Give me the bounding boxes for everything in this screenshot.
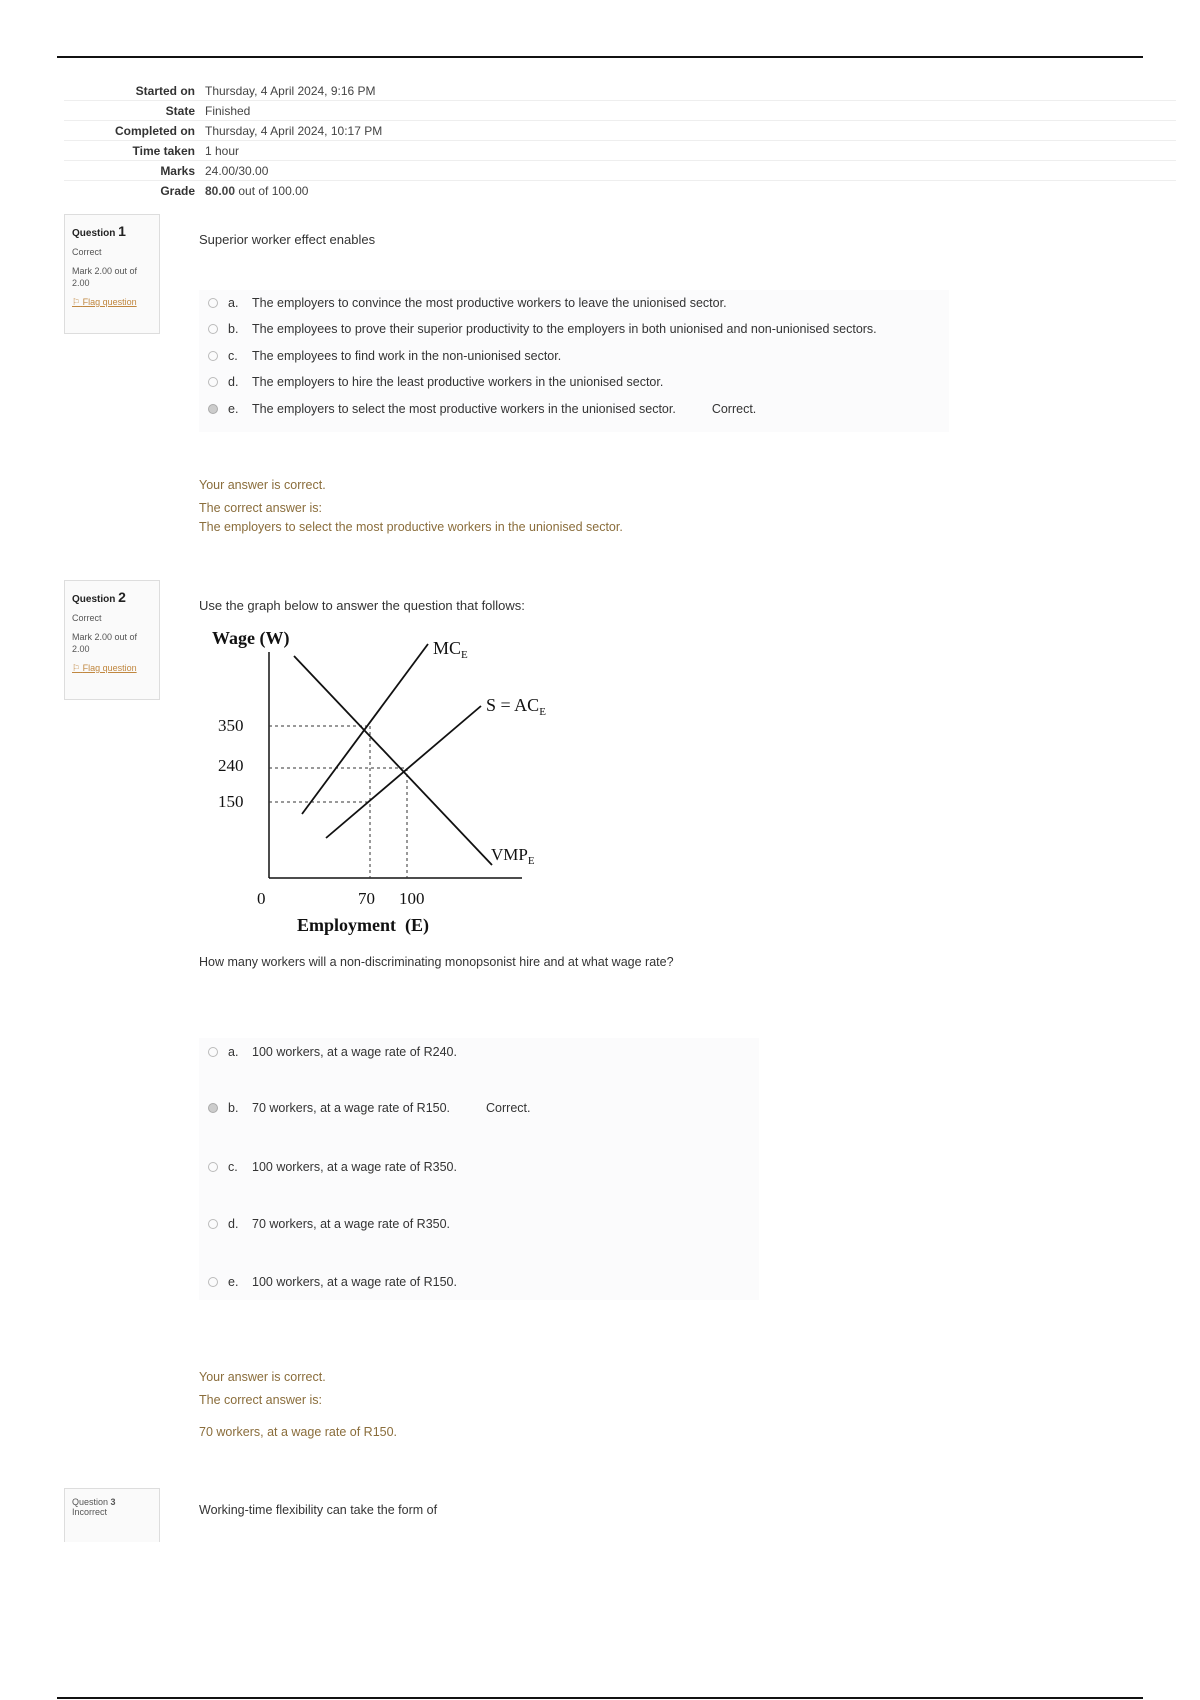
question-word: Question [72, 594, 116, 605]
option-text: 100 workers, at a wage rate of R240. [252, 1045, 457, 1059]
option-text: The employees to find work in the non-unionised sector. [252, 349, 562, 363]
question-mark: Mark 2.00 out of 2.00 [72, 266, 138, 288]
radio-button[interactable] [208, 1047, 218, 1057]
question-2-prompt: How many workers will a non-discriminating monopsonist hire and at what wage rate? [199, 955, 674, 969]
radio-button[interactable] [208, 1219, 218, 1229]
option-letter: a. [228, 1045, 239, 1059]
answer-option[interactable] [208, 1101, 530, 1115]
radio-button[interactable] [208, 377, 218, 387]
summary-row [64, 121, 1176, 141]
option-feedback: Correct. [486, 1101, 531, 1115]
option-text: The employers to hire the least productive workers in the unionised sector. [252, 375, 664, 389]
option-text: The employees to prove their superior productivity to the employers in both unionised and non-unionised sectors. [252, 322, 877, 336]
question-1-feedback [199, 474, 623, 539]
radio-button[interactable] [208, 298, 218, 308]
question-status: Correct [72, 247, 102, 257]
option-letter: b. [228, 322, 239, 336]
option-letter: d. [228, 1217, 239, 1231]
summary-value: Thursday, 4 April 2024, 9:16 PM [205, 83, 376, 98]
y-tick-350: 350 [218, 716, 244, 735]
x-tick-70: 70 [358, 889, 375, 908]
summary-value [205, 184, 308, 198]
flag-icon: ⚐ [72, 297, 81, 307]
radio-button-selected[interactable] [208, 404, 218, 414]
summary-value: 24.00/30.00 [205, 163, 269, 178]
option-letter: e. [228, 1275, 239, 1289]
question-1-options [199, 290, 949, 432]
question-status: Incorrect [72, 1507, 108, 1517]
question-number [72, 223, 152, 239]
question-2-feedback [199, 1366, 397, 1444]
answer-option[interactable] [208, 1045, 457, 1059]
x-tick-100: 100 [399, 889, 425, 908]
radio-button-selected[interactable] [208, 1103, 218, 1113]
option-text: 100 workers, at a wage rate of R350. [252, 1160, 457, 1174]
option-letter: c. [228, 349, 238, 363]
flag-icon: ⚐ [72, 663, 81, 673]
graph-xlabel: Employment (E) [297, 915, 429, 935]
answer-option[interactable] [208, 322, 877, 336]
vmp-label: $VMP_E$ [491, 845, 535, 867]
option-letter: e. [228, 402, 239, 416]
y-tick-240: 240 [218, 756, 244, 775]
answer-option[interactable] [208, 375, 663, 389]
question-word: Question [72, 1497, 109, 1507]
mc-label: $MC_E$ [433, 638, 468, 661]
option-letter: d. [228, 375, 239, 389]
attempt-summary [64, 81, 1176, 200]
summary-value: Finished [205, 103, 251, 118]
option-text: The employers to select the most productive workers in the unionised sector. [252, 402, 676, 416]
summary-value: 1 hour [205, 143, 240, 158]
grade-max: out of 100.00 [235, 183, 309, 198]
question-2-info [64, 580, 160, 700]
question-num: 1 [118, 223, 126, 239]
answer-option[interactable] [208, 1217, 450, 1231]
summary-label: Grade [160, 183, 195, 198]
question-3-info [64, 1488, 160, 1542]
answer-option[interactable] [208, 1275, 457, 1289]
option-text: 100 workers, at a wage rate of R150. [252, 1275, 457, 1289]
question-1-text: Superior worker effect enables [199, 232, 376, 247]
answer-option[interactable] [208, 296, 727, 310]
mc-curve [302, 644, 428, 814]
vmp-curve [294, 656, 492, 865]
feedback-result: Your answer is correct. [199, 1370, 326, 1384]
flag-question-link[interactable] [72, 297, 152, 308]
question-mark: Mark 2.00 out of 2.00 [72, 632, 138, 654]
option-letter: b. [228, 1101, 239, 1115]
question-2-options [199, 1038, 759, 1300]
feedback-answer: The employers to select the most productive workers in the unionised sector. [199, 520, 623, 534]
graph-ylabel: Wage (W) [212, 628, 290, 648]
flag-question-link[interactable] [72, 663, 152, 674]
radio-button[interactable] [208, 1162, 218, 1172]
summary-row [64, 161, 1176, 181]
feedback-answer: 70 workers, at a wage rate of R150. [199, 1425, 398, 1439]
question-1-info [64, 214, 160, 334]
feedback-result: Your answer is correct. [199, 478, 326, 492]
question-status: Correct [72, 613, 102, 623]
radio-button[interactable] [208, 1277, 218, 1287]
question-3-text: Working-time flexibility can take the form of [199, 1503, 438, 1517]
feedback-label: The correct answer is: [199, 501, 322, 515]
answer-option[interactable] [208, 1160, 457, 1174]
flag-label: Flag question [82, 663, 137, 673]
bottom-rule [57, 1697, 1143, 1699]
question-number [72, 1497, 152, 1507]
monopsony-graph [206, 622, 566, 942]
summary-row [64, 181, 1176, 200]
option-text: 70 workers, at a wage rate of R350. [252, 1217, 451, 1231]
origin-label: 0 [257, 889, 266, 908]
question-2-text: Use the graph below to answer the question that follows: [199, 598, 525, 613]
question-word: Question [72, 228, 116, 239]
top-rule [57, 56, 1143, 58]
summary-label: Completed on [115, 123, 195, 138]
summary-label: Time taken [132, 143, 195, 158]
summary-label: Marks [160, 163, 195, 178]
ac-label: $S = AC_E$ [486, 695, 546, 718]
option-feedback: Correct. [711, 402, 757, 416]
option-text: 70 workers, at a wage rate of R150. [252, 1101, 451, 1115]
question-number [72, 589, 152, 605]
radio-button[interactable] [208, 324, 218, 334]
summary-label: State [165, 103, 195, 118]
radio-button[interactable] [208, 351, 218, 361]
question-num: 3 [110, 1497, 116, 1507]
option-letter: a. [228, 296, 239, 310]
option-text: The employers to convince the most productive workers to leave the unionised sector. [252, 296, 727, 310]
y-tick-150: 150 [218, 792, 244, 811]
option-letter: c. [228, 1160, 238, 1174]
flag-label: Flag question [82, 297, 137, 307]
grade-value: 80.00 [205, 183, 236, 198]
summary-value: Thursday, 4 April 2024, 10:17 PM [205, 123, 383, 138]
question-num: 2 [118, 589, 126, 605]
answer-option[interactable] [208, 402, 756, 416]
feedback-label: The correct answer is: [199, 1393, 322, 1407]
summary-label: Started on [135, 83, 195, 98]
summary-row [64, 141, 1176, 161]
summary-row [64, 81, 1176, 101]
answer-option[interactable] [208, 349, 561, 363]
summary-row [64, 101, 1176, 121]
